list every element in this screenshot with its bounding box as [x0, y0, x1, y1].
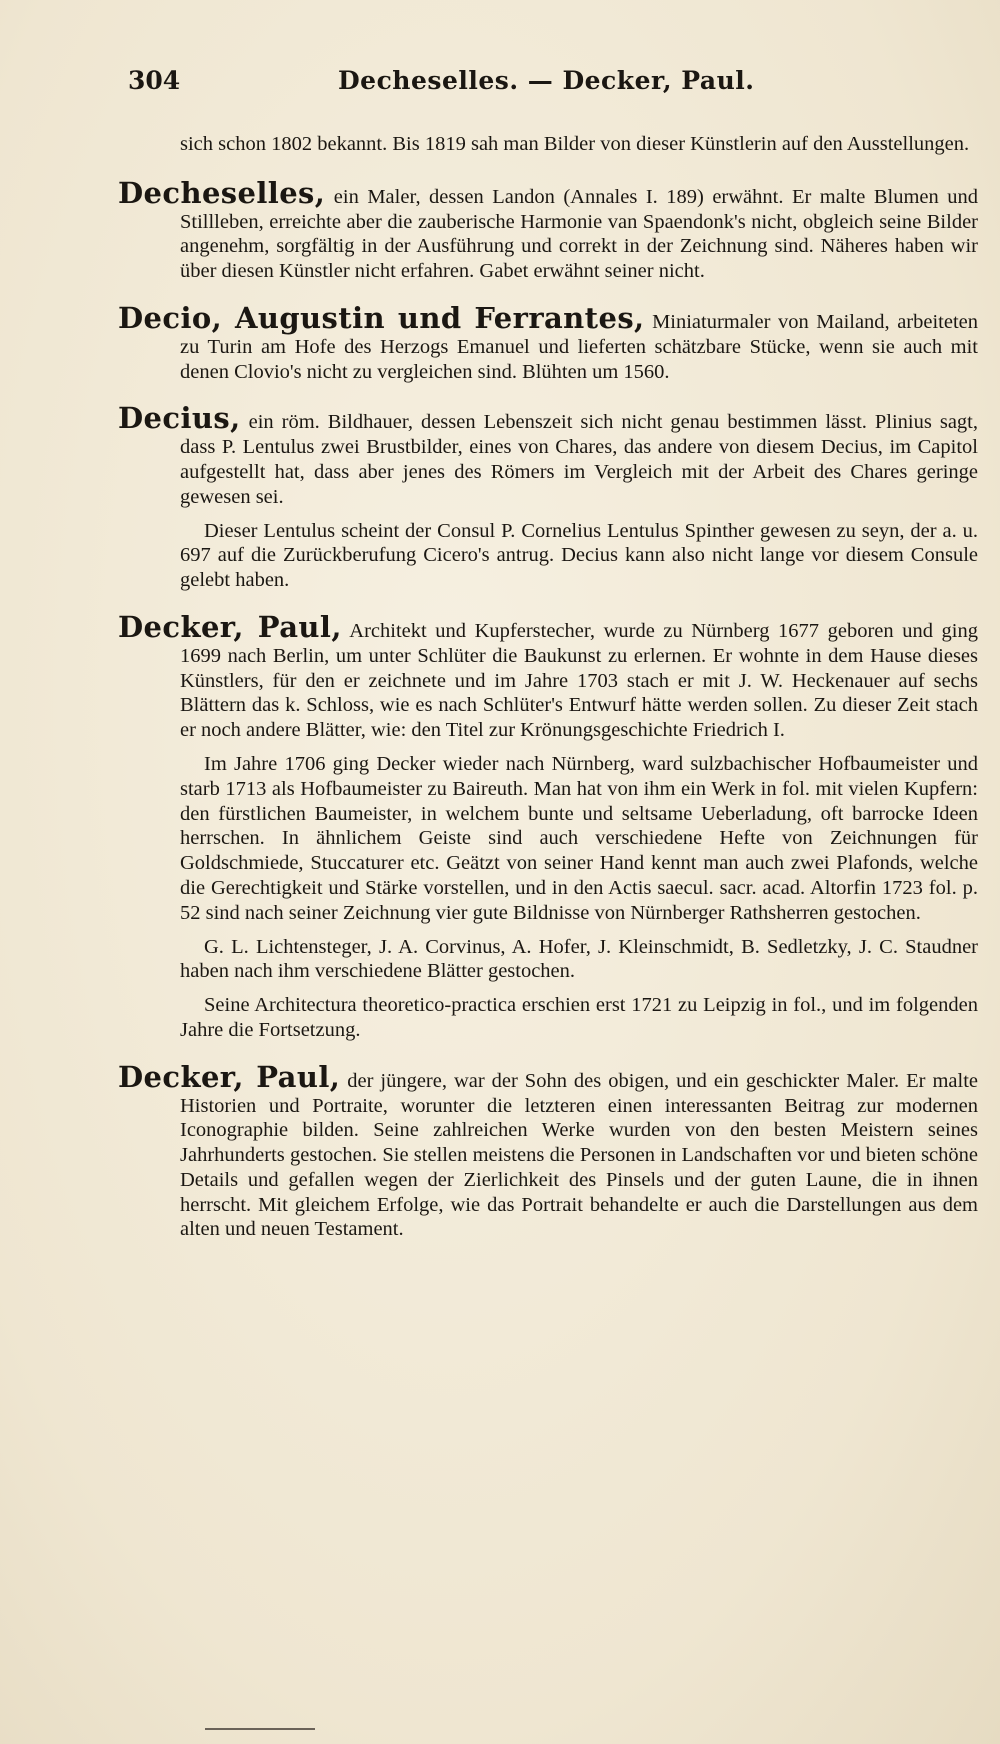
entry-headword: Decker, Paul,	[118, 1059, 341, 1094]
entry-headword: Decker, Paul,	[118, 609, 342, 644]
entry-decius	[118, 401, 978, 593]
entry-decheselles	[118, 175, 978, 284]
entry-subparagraph: Seine Architectura theoretico-practica erschien erst 1721 zu Leipzig in fol., und im folgenden Jahre die Fortsetzung.	[180, 994, 978, 1041]
entry-text: ein Maler, dessen Landon (Annales I. 189) erwähnt. Er malte Blumen und Stillleben, erreichte aber die zauberische Harmonie van Spaendonk's nicht, obgleich seine Bilder angenehm, sorgfältig in der Ausführung und correkt in der Zeichnung sind. Näheres haben wir über diesen Künstler nicht erfahren. Gabet erwähnt seiner nicht.	[180, 185, 978, 283]
entry-text: der jüngere, war der Sohn des obigen, und ein geschickter Maler. Er malte Historien und Portraite, worunter die letzteren einen interessanten Beitrag zur modernen Iconographie bilden. Seine zahlreichen Werke wurden von den besten Meistern seines Jahrhunderts gestochen. Sie stellen meistens die Personen in Landschaften vor und bieten schöne Details und gefallen wegen der Zierlichkeit des Pinsels und der guten Laune, die in ihnen herrscht. Mit gleichem Erfolge, wie das Portrait behandelte er auch die Darstellungen aus dem alten und neuen Testament.	[180, 1069, 978, 1241]
entry-headword: Decheselles,	[118, 175, 326, 210]
entry-text: Architekt und Kupferstecher, wurde zu Nürnberg 1677 geboren und ging 1699 nach Berlin, um unter Schlüter die Baukunst zu erlernen. Er wohnte in dem Hause dieses Künstlers, für den er zeichnete und im Jahre 1703 stach er mit J. W. Heckenauer auf sechs Blättern das k. Schloss, wie es nach Schlüter's Entwurf hätte werden sollen. Zu dieser Zeit stach er noch andere Blätter, wie: den Titel zur Krönungsgeschichte Friedrich I.	[180, 619, 978, 742]
entry-text: Miniaturmaler von Mailand, arbeiteten zu Turin am Hofe des Herzogs Emanuel und lieferten schätzbare Stücke, wenn sie auch mit denen Clovio's nicht zu vergleichen sind. Blühten um 1560.	[180, 310, 979, 383]
entry-subparagraph: Dieser Lentulus scheint der Consul P. Cornelius Lentulus Spinther gewesen zu seyn, der a. u. 697 auf die Zurückberufung Cicero's antrug. Decius kann also nicht lange vor diesem Consule gelebt haben.	[180, 519, 978, 592]
entry-decker-paul-younger	[118, 1059, 978, 1243]
entry-text: ein röm. Bildhauer, dessen Lebenszeit sich nicht genau bestimmen lässt. Plinius sagt, dass P. Lentulus zwei Brustbilder, eines von Chares, das andere von diesem Decius, im Capitol aufgestellt hat, dass aber jenes des Römers im Vergleich mit der Arbeit des Chares geringe gewesen sei.	[180, 411, 978, 508]
page-body	[118, 132, 978, 1264]
entry-headword: Decius,	[118, 401, 241, 436]
page-number: 304	[128, 66, 181, 95]
entry-decker-paul	[118, 609, 978, 1043]
entry-decio	[118, 300, 979, 384]
running-title: Decheselles. — Decker, Paul.	[338, 66, 755, 95]
continuation-text: sich schon 1802 bekannt. Bis 1819 sah man Bilder von dieser Künstlerin auf den Ausstellungen.	[180, 133, 970, 155]
footer-rule	[205, 1728, 315, 1730]
entry-subparagraph: G. L. Lichtensteger, J. A. Corvinus, A. Hofer, J. Kleinschmidt, B. Sedletzky, J. C. Staudner haben nach ihm verschiedene Blätter gestochen.	[180, 935, 978, 983]
entry-headword: Decio, Augustin und Ferrantes,	[118, 300, 645, 335]
entry-subparagraph: Im Jahre 1706 ging Decker wieder nach Nürnberg, ward sulzbachischer Hofbaumeister und starb 1713 als Hofbaumeister zu Baireuth. Man hat von ihm ein Werk in fol. mit vielen Kupfern: den fürstlichen Baumeister, in welchem bunte und seltsame Ueberladung, oft barrocke Ideen herrschen. In ähnlichem Geiste sind auch verschiedene Hefte von Zeichnungen für Goldschmiede, Stuccaturer etc. Geätzt von seiner Hand kennt man auch zwei Plafonds, welche die Gerechtigkeit und Stärke vorstellen, und in den Actis saecul. sacr. acad. Altorfin 1723 fol. p. 52 sind nach seiner Zeichnung vier gute Bildnisse von Nürnberger Rathsherren gestochen.	[180, 752, 978, 924]
